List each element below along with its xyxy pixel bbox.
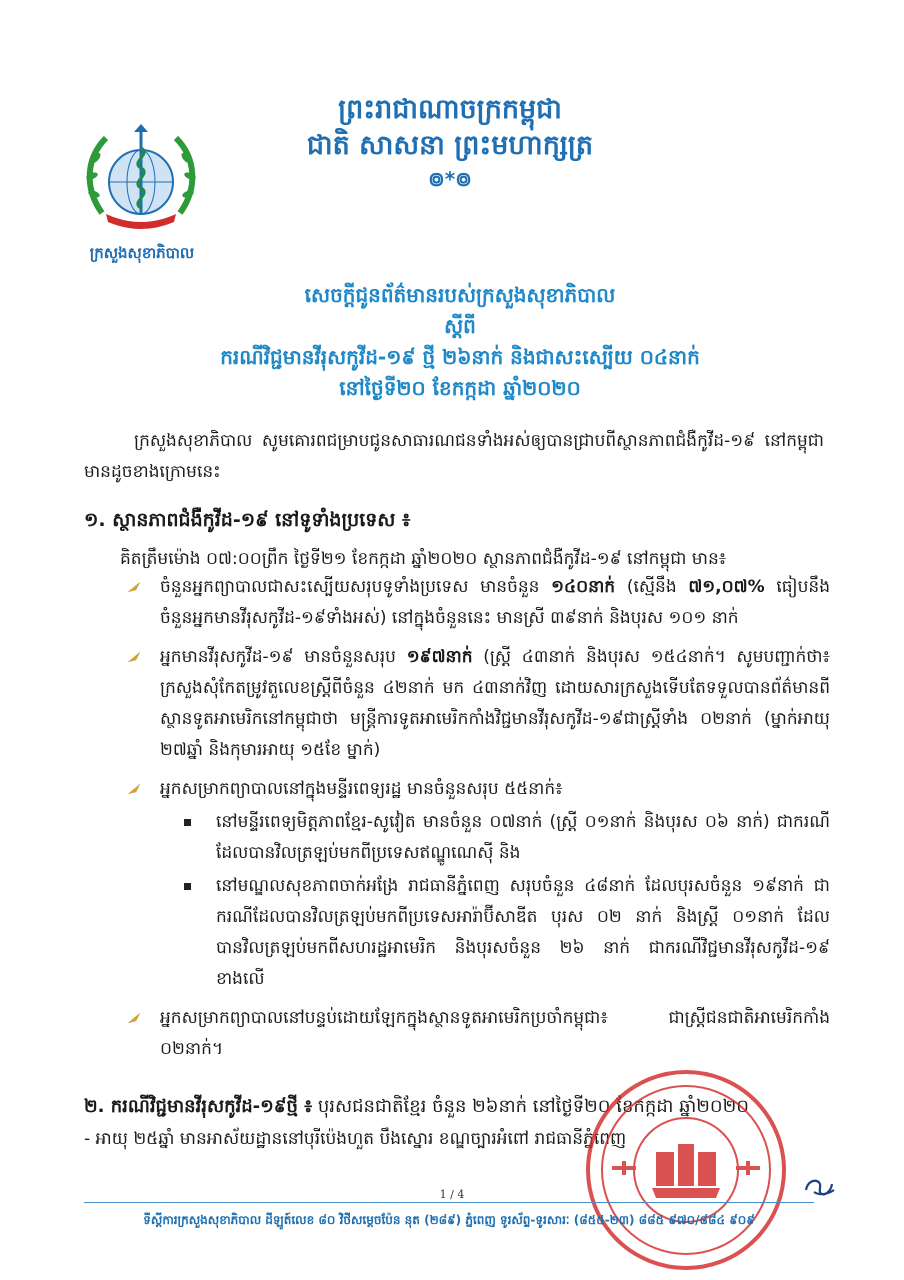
section-1-list bbox=[126, 572, 830, 1073]
arrow-bullet-icon bbox=[126, 578, 144, 596]
recovered-text-b: (ស្មើនឹង bbox=[615, 577, 689, 597]
section-2-heading-bold: ២. ករណីវិជ្ជមានវីរុសកូវីដ-១៩ថ្មី ៖ bbox=[84, 1096, 313, 1117]
section-1-lead: គិតត្រឹមម៉ោង ០៧:០០ព្រឹក ថ្ងៃទី២១ ខែកក្កដា ឆ្នាំ២០២០ ស្ថានភាពជំងឺកូវីដ-១៩ នៅកម្ពុជា មាន៖ bbox=[120, 549, 727, 569]
list-item bbox=[160, 871, 830, 995]
section-1-heading: ១. ស្ថានភាពជំងឺកូវីដ-១៩ នៅទូទាំងប្រទេស ៖ bbox=[84, 509, 411, 531]
kingdom-header bbox=[240, 92, 660, 192]
national-motto: ជាតិ សាសនា ព្រះមហាក្សត្រ bbox=[306, 130, 594, 161]
list-item bbox=[126, 774, 830, 995]
list-item bbox=[160, 807, 830, 869]
hospital-1-text: នៅមន្ទីរពេទ្យមិត្តភាពខ្មែរ-សូវៀត មានចំនួន ០៧នាក់ (ស្ត្រី ០១នាក់ និងបុរស ០៦ នាក់) ជាករណីដែលបានវិលត្រឡប់មកពីប្រទេសឥណ្ឌូណេស៊ី និង bbox=[216, 812, 830, 863]
hospital-2-text: នៅមណ្ឌលសុខភាពចាក់អង្រែ រាជធានីភ្នំពេញ សរុបចំនួន ៤៨នាក់ ដែលបុរសចំនួន ១៩នាក់ ជាករណីដែលបានវិលត្រឡប់មកពីប្រទេសអារ៉ាប៊ីសាឌីត បុរស ០២ នាក់ និងស្ត្រី ០១នាក់ ដែលបានវិលត្រឡប់មកពីសហរដ្ឋអាមេរិក និងបុរសចំនួន ២៦ នាក់ ជាករណីវិជ្ជមានវីរុសកូវីដ-១៩ ខាងលើ bbox=[216, 876, 830, 989]
square-bullet-icon bbox=[184, 819, 191, 826]
title-line-1: សេចក្ដីជូនព័ត៌មានរបស់ក្រសួងសុខាភិបាល bbox=[304, 283, 616, 307]
arrow-bullet-icon bbox=[126, 780, 144, 798]
ornament: ៙*៙ bbox=[428, 167, 472, 191]
recovered-count: ១៤០នាក់ bbox=[551, 577, 616, 597]
hospitalized-text: អ្នកសម្រាកព្យាបាលនៅក្នុងមន្ទីរពេទ្យរដ្ឋ មានចំនួនសរុប ៥៥នាក់៖ bbox=[160, 779, 563, 799]
list-item bbox=[126, 572, 830, 634]
intro-paragraph: ក្រសួងសុខាភិបាល សូមគោរពជម្រាបជូនសាធារណជនទាំងអស់ឲ្យបានជ្រាបពីស្ថានភាពជំងឺកូវីដ-១៩ នៅកម្ពុជា មានដូចខាងក្រោមនេះ bbox=[84, 431, 824, 482]
arrow-bullet-icon bbox=[126, 1009, 144, 1027]
list-item bbox=[126, 642, 830, 766]
title-line-4: នៅថ្ងៃទី២០ ខែកក្កដា ឆ្នាំ២០២០ bbox=[339, 376, 581, 400]
arrow-bullet-icon bbox=[126, 648, 144, 666]
hospital-sublist bbox=[160, 807, 830, 995]
embassy-text: អ្នកសម្រាកព្យាបាលនៅបន្ទប់ដោយឡែកក្នុងស្ថានទូតអាមេរិកប្រចាំកម្ពុជា៖ ជាស្ត្រីជនជាតិអាមេរិកកាំង ០២នាក់។ bbox=[160, 1008, 830, 1059]
list-item bbox=[126, 1003, 830, 1065]
footer-divider bbox=[84, 1202, 814, 1203]
total-cases-count: ១៩៧នាក់ bbox=[406, 647, 473, 667]
section-2-line: - អាយុ ២៥ឆ្នាំ មានអាស័យដ្ឋាននៅបុរីប៉េងហួត បឹងស្នោរ ខណ្ឌច្បារអំពៅ រាជធានីភ្នំពេញ bbox=[84, 1129, 627, 1149]
total-cases-text-b: (ស្ត្រី ៤៣នាក់ និងបុរស ១៥៤នាក់។ សូមបញ្ជាក់ថា៖ ក្រសួងសុំកែតម្រូវតួលេខស្ត្រីពីចំនួន ៤២នាក់ មក ៤៣នាក់វិញ ដោយសារក្រសួងទើបតែទទួលបានព័ត៌មានពីស្ថានទូតអាមេរិកនៅកម្ពុជាថា មន្ត្រីការទូតអាមេរិកកាំងវិជ្ជមានវីរុសកូវីដ-១៩ជាស្ត្រីទាំង ០២នាក់ (ម្នាក់អាយុ ២៧ឆ្នាំ និងកុមារអាយុ ១៥ខែ ម្នាក់) bbox=[160, 647, 830, 760]
recovered-text-c: ធៀបនឹងចំនួនអ្នកមានវីរុសកូវីដ-១៩ទាំងអស់) នៅក្នុងចំនួននេះ មានស្រី ៣៩នាក់ និងបុរស ១០១ នាក់ bbox=[160, 577, 830, 628]
square-bullet-icon bbox=[184, 883, 191, 890]
footer-address: ទីស្តីការក្រសួងសុខាភិបាល ដីឡូត៍លេខ ៨០ វិថីសម្ដេចប៉ែន នុត (២៨៩) ភ្នំពេញ ទូរស័ព្ទ-ទូរសារៈ (៨៥៥-២៣) ៨៨៥ ៩៧០/៨៨៤ ៩០៩ bbox=[143, 1213, 755, 1227]
page-number: 1 / 4 bbox=[439, 1188, 465, 1201]
recovered-text-a: ចំនួនអ្នកព្យាបាលជាសះស្បើយសរុបទូទាំងប្រទេស មានចំនួន bbox=[160, 577, 552, 597]
official-seal-stamp bbox=[582, 1066, 790, 1274]
recovered-percent: ៧១,០៧% bbox=[688, 577, 765, 597]
total-cases-text-a: អ្នកមានវីរុសកូវីដ-១៩ មានចំនួនសរុប bbox=[160, 647, 407, 667]
ministry-name: ក្រសួងសុខាភិបាល bbox=[89, 244, 195, 262]
ministry-logo bbox=[82, 118, 200, 236]
kingdom-name: ព្រះរាជាណាចក្រកម្ពុជា bbox=[338, 94, 562, 125]
title-line-2: ស្ដីពី bbox=[444, 314, 476, 338]
section-2-heading-rest: បុរសជនជាតិខ្មែរ ចំនួន ២៦នាក់ នៅថ្ងៃទី២០ ខែកក្កដា ឆ្នាំ២០២០ bbox=[312, 1096, 749, 1117]
title-line-3: ករណីវិជ្ជមានវីរុសកូវីដ-១៩ ថ្មី ២៦នាក់ និងជាសះស្បើយ ០៤នាក់ bbox=[220, 345, 700, 369]
handwritten-initials bbox=[800, 1172, 840, 1202]
document-title bbox=[100, 280, 820, 404]
